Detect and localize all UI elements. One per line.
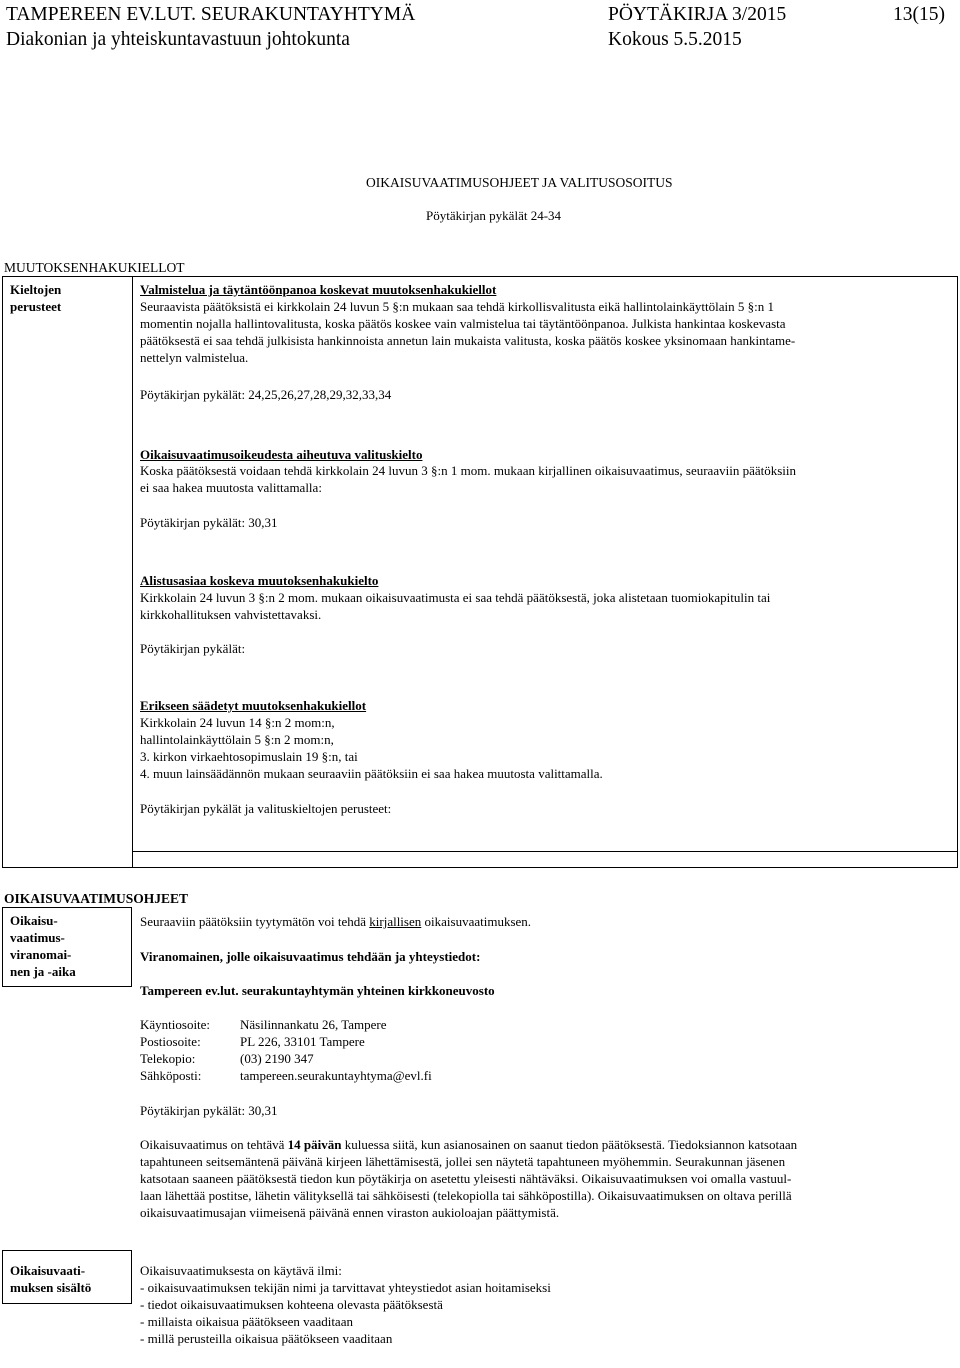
left-label-kieltojen: Kieltojen (10, 282, 62, 297)
pykalat-valmistelu: Pöytäkirjan pykälät: 24,25,26,27,28,29,32,33,34 (140, 387, 392, 402)
column-divider (132, 276, 133, 868)
text-line: muksen sisältö (10, 1280, 92, 1295)
text-line: Oikaisuvaati- (10, 1263, 86, 1278)
list-item: - tiedot oikaisuvaatimuksen kohteena olevasta päätöksestä (140, 1297, 443, 1312)
text-line: 4. muun lainsäädännön mukaan seuraaviin päätöksiin ei saa hakea muutosta valittamalla. (140, 766, 603, 781)
text-line: tapahtuneen seitsemäntenä päivänä kirjeen lähettämisestä, jollei sen näytetä tapahtuneen myöhemmin. Seurakunnan jäsenen (140, 1154, 786, 1169)
header-record: PÖYTÄKIRJA 3/2015 (608, 4, 787, 25)
deadline-days: 14 päivän (287, 1137, 342, 1152)
pykalat-alistusasia: Pöytäkirjan pykälät: (140, 641, 246, 656)
intro-text: Seuraaviin päätöksiin tyytymätön voi tehdä (140, 914, 370, 929)
text-line: momentin nojalla hallintovalitusta, koska päätös koskee vain valmistelua tai täytäntöönpanoa. Julkista hankintaa koskevasta (140, 316, 786, 331)
contact-value-sahkoposti: tampereen.seurakuntayhtyma@evl.fi (240, 1068, 432, 1083)
list-item: - millä perusteilla oikaisua päätökseen vaaditaan (140, 1331, 393, 1346)
text-line: Oikaisu- (10, 913, 58, 928)
contact-label-sahkoposti: Sähköposti: (140, 1068, 202, 1083)
contact-value-telekopio: (03) 2190 347 (240, 1051, 314, 1066)
contact-label-postiosoite: Postiosoite: (140, 1034, 201, 1049)
box-inner-bottom-line (132, 851, 958, 852)
subsection-body-erikseen (140, 714, 603, 782)
deadline-paragraph (140, 1136, 797, 1221)
contact-label-telekopio: Telekopio: (140, 1051, 196, 1066)
list-item: - oikaisuvaatimuksen tekijän nimi ja tarvittavat yhteystiedot asian hoitamiseksi (140, 1280, 551, 1295)
subsection-title-valmistelu: Valmistelua ja täytäntöönpanoa koskevat muutoksenhakukiellot (140, 282, 497, 297)
text-line: Koska päätöksestä voidaan tehdä kirkkolain 24 luvun 3 §:n 1 mom. mukaan kirjallinen oikaisuvaatimus, seuraaviin päätöksiin (140, 463, 796, 478)
subsection-body-alistusasia (140, 589, 770, 623)
authority-heading: Viranomainen, jolle oikaisuvaatimus tehdään ja yhteystiedot: (140, 949, 481, 964)
subsection-title-erikseen: Erikseen säädetyt muutoksenhakukiellot (140, 698, 367, 713)
text-line: päätöksestä ei saa tehdä julkisista hankinnoista annetun lain mukaista valitusta, koska päätös koskee yksinomaan hankintame- (140, 333, 796, 348)
text-line: oikaisuvaatimusajan viimeisenä päivänä ennen viraston aukioloajan päättymistä. (140, 1205, 560, 1220)
left-label-sisalto (10, 1262, 91, 1296)
oikaisuvaatimus-intro (140, 913, 531, 930)
text-line: ei saa hakea muutosta valittamalla: (140, 480, 322, 495)
text-line: hallintolainkäyttölain 5 §:n 2 mom:n, (140, 732, 334, 747)
text-line: Seuraavista päätöksistä ei kirkkolain 24 luvun 5 §:n mukaan saa tehdä kirkollisvalitusta eikä hallintolainkäyttölain 5 §:n 1 (140, 299, 774, 314)
text-line: laan lähettää postitse, lähetin välityksellä tai sähköisesti (telekopiolla tai sähköpostilla). Oikaisuvaatimuksen on oltava perillä (140, 1188, 792, 1203)
intro-text-end: oikaisuvaatimuksen. (421, 914, 532, 929)
pykalat-erikseen: Pöytäkirjan pykälät ja valituskieltojen perusteet: (140, 801, 392, 816)
subsection-title-alistusasia: Alistusasiaa koskeva muutoksenhakukielto (140, 573, 379, 588)
pykalat-oikaisuvaatimus: Pöytäkirjan pykälät: 30,31 (140, 1103, 278, 1118)
page-title: OIKAISUVAATIMUSOHJEET JA VALITUSOSOITUS (366, 175, 673, 190)
pykalat-oikaisuvaatimusoikeus: Pöytäkirjan pykälät: 30,31 (140, 515, 278, 530)
text-line: nen ja -aika (10, 964, 76, 979)
subsection-body-oikaisuvaatimusoikeus (140, 462, 796, 496)
text-line: Kirkkolain 24 luvun 14 §:n 2 mom:n, (140, 715, 335, 730)
header-org: TAMPEREEN EV.LUT. SEURAKUNTAYHTYMÄ (6, 4, 416, 25)
deadline-text-end: kuluessa siitä, kun asianosainen on saanut tiedon päätöksestä. Tiedoksiannon katsotaan (341, 1137, 798, 1152)
text-line: Kirkkolain 24 luvun 3 §:n 2 mom. mukaan oikaisuvaatimusta ei saa tehdä päätöksestä, joka alistetaan tuomiokapitulin tai (140, 590, 771, 605)
left-label-oikaisuvaatimus (10, 912, 76, 980)
text-line: kirkkohallituksen vahvistettavaksi. (140, 607, 322, 622)
contact-label-kayntiosoite: Käyntiosoite: (140, 1017, 211, 1032)
section-heading-oikaisuvaatimusohjeet: OIKAISUVAATIMUSOHJEET (4, 891, 189, 906)
text-line: nettelyn valmistelua. (140, 350, 249, 365)
subsection-title-oikaisuvaatimusoikeus: Oikaisuvaatimusoikeudesta aiheutuva valituskielto (140, 447, 423, 462)
text-line: vaatimus- (10, 930, 65, 945)
intro-underlined: kirjallisen (369, 914, 422, 929)
deadline-text: Oikaisuvaatimus on tehtävä (140, 1137, 288, 1152)
contact-value-kayntiosoite: Näsilinnankatu 26, Tampere (240, 1017, 387, 1032)
text-line (140, 1136, 797, 1153)
left-label-perusteet: perusteet (10, 299, 62, 314)
text-line: viranomai- (10, 947, 72, 962)
section-heading-muutoksenhakukiellot: MUUTOKSENHAKUKIELLOT (4, 260, 185, 275)
text-line: katsotaan saaneen päätöksestä tiedon kun pöytäkirja on asetettu yleisesti nähtäväksi. Oikaisuvaatimuksen voi omalla vastuul- (140, 1171, 792, 1186)
page-subtitle: Pöytäkirjan pykälät 24-34 (426, 208, 562, 223)
subsection-body-valmistelu (140, 298, 795, 366)
header-page-number: 13(15) (893, 4, 945, 25)
sisalto-intro: Oikaisuvaatimuksesta on käytävä ilmi: (140, 1263, 342, 1278)
contact-value-postiosoite: PL 226, 33101 Tampere (240, 1034, 365, 1049)
sisalto-list (140, 1262, 551, 1347)
authority-name: Tampereen ev.lut. seurakuntayhtymän yhteinen kirkkoneuvosto (140, 983, 495, 998)
header-meeting: Kokous 5.5.2015 (608, 29, 742, 50)
header-board: Diakonian ja yhteiskuntavastuun johtokunta (6, 29, 350, 50)
text-line: 3. kirkon virkaehtosopimuslain 19 §:n, tai (140, 749, 358, 764)
list-item: - millaista oikaisua päätökseen vaaditaan (140, 1314, 353, 1329)
